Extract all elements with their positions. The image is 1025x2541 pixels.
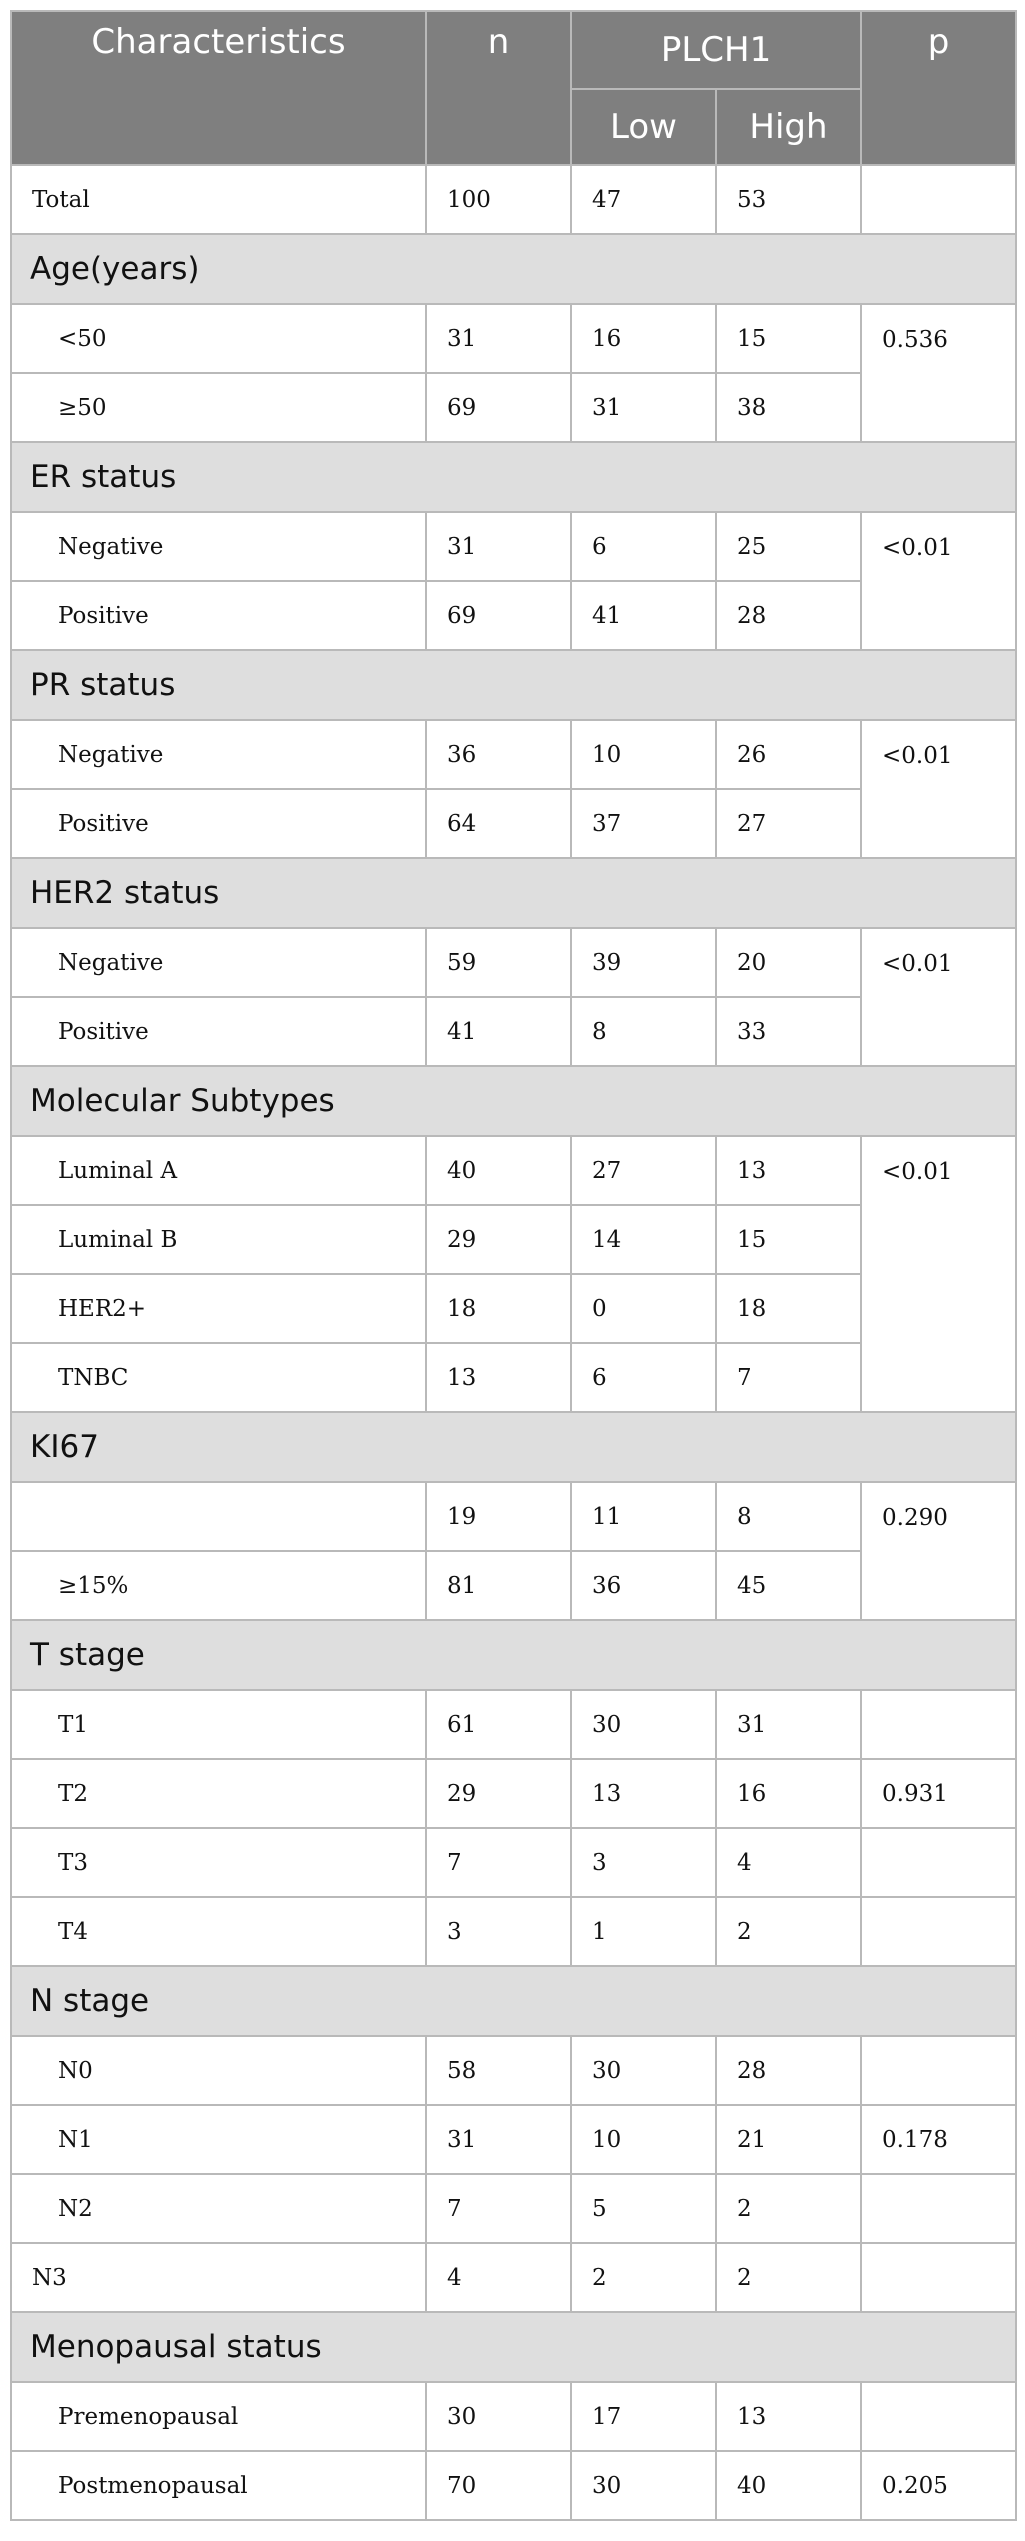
cell-n: 69 — [426, 581, 571, 650]
cell-low: 37 — [571, 789, 716, 858]
cell-p: <0.01 — [861, 720, 1016, 858]
cell-n: 59 — [426, 928, 571, 997]
cell-low: 31 — [571, 373, 716, 442]
row-label: N3 — [11, 2243, 426, 2312]
cell-low: 3 — [571, 1828, 716, 1897]
cell-high: 15 — [716, 304, 861, 373]
cell-high: 28 — [716, 2036, 861, 2105]
row-label: Luminal A — [11, 1136, 426, 1205]
cell-high: 4 — [716, 1828, 861, 1897]
section-title: Age(years) — [11, 234, 1016, 304]
cell-p — [861, 1828, 1016, 1897]
header-p: p — [861, 11, 1016, 165]
table-row — [11, 1136, 1016, 1205]
cell-low: 47 — [571, 165, 716, 234]
cell-low: 27 — [571, 1136, 716, 1205]
cell-p — [861, 2243, 1016, 2312]
table-row-total — [11, 165, 1016, 234]
cell-high: 13 — [716, 2382, 861, 2451]
section-title: HER2 status — [11, 858, 1016, 928]
cell-p — [861, 2382, 1016, 2451]
cell-high: 18 — [716, 1274, 861, 1343]
table-row — [11, 1897, 1016, 1966]
cell-high: 33 — [716, 997, 861, 1066]
section-header-t-stage — [11, 1620, 1016, 1690]
cell-n: 61 — [426, 1690, 571, 1759]
cell-low: 30 — [571, 1690, 716, 1759]
cell-n: 70 — [426, 2451, 571, 2520]
cell-low: 11 — [571, 1482, 716, 1551]
cell-p: 0.536 — [861, 304, 1016, 442]
cell-low: 36 — [571, 1551, 716, 1620]
cell-low: 13 — [571, 1759, 716, 1828]
table-row — [11, 512, 1016, 581]
cell-high: 53 — [716, 165, 861, 234]
section-title: PR status — [11, 650, 1016, 720]
table-row — [11, 2243, 1016, 2312]
table-row — [11, 1690, 1016, 1759]
table-row — [11, 2382, 1016, 2451]
cell-n: 31 — [426, 512, 571, 581]
cell-p — [861, 1897, 1016, 1966]
table-row — [11, 1482, 1016, 1551]
header-gene: PLCH1 — [571, 11, 861, 89]
header-characteristics: Characteristics — [11, 11, 426, 165]
cell-low: 10 — [571, 2105, 716, 2174]
cell-n: 18 — [426, 1274, 571, 1343]
row-label: N1 — [11, 2105, 426, 2174]
cell-n: 13 — [426, 1343, 571, 1412]
cell-low: 14 — [571, 1205, 716, 1274]
cell-high: 31 — [716, 1690, 861, 1759]
cell-n: 7 — [426, 1828, 571, 1897]
row-label: T2 — [11, 1759, 426, 1828]
cell-n: 36 — [426, 720, 571, 789]
cell-high: 38 — [716, 373, 861, 442]
cell-high: 7 — [716, 1343, 861, 1412]
section-header-her2 — [11, 858, 1016, 928]
table-row — [11, 1828, 1016, 1897]
cell-p — [861, 1690, 1016, 1759]
cell-n: 29 — [426, 1205, 571, 1274]
cell-n: 40 — [426, 1136, 571, 1205]
cell-n: 41 — [426, 997, 571, 1066]
header-n: n — [426, 11, 571, 165]
characteristics-table — [10, 10, 1017, 2521]
section-header-n-stage — [11, 1966, 1016, 2036]
cell-n: 4 — [426, 2243, 571, 2312]
cell-n: 81 — [426, 1551, 571, 1620]
cell-p: 0.290 — [861, 1482, 1016, 1620]
table-row — [11, 304, 1016, 373]
cell-high: 15 — [716, 1205, 861, 1274]
cell-low: 41 — [571, 581, 716, 650]
cell-p: 0.178 — [861, 2105, 1016, 2174]
cell-p: 0.931 — [861, 1759, 1016, 1828]
cell-low: 6 — [571, 512, 716, 581]
table-row — [11, 2174, 1016, 2243]
table-row — [11, 928, 1016, 997]
row-label: <50 — [11, 304, 426, 373]
cell-high: 20 — [716, 928, 861, 997]
table-container — [10, 10, 1015, 2521]
cell-low: 2 — [571, 2243, 716, 2312]
row-label — [11, 1482, 426, 1551]
section-header-molecular — [11, 1066, 1016, 1136]
row-label: T3 — [11, 1828, 426, 1897]
row-label: N2 — [11, 2174, 426, 2243]
table-row — [11, 2105, 1016, 2174]
section-title: ER status — [11, 442, 1016, 512]
cell-high: 26 — [716, 720, 861, 789]
row-label: Postmenopausal — [11, 2451, 426, 2520]
cell-high: 2 — [716, 2174, 861, 2243]
table-row — [11, 2036, 1016, 2105]
cell-high: 28 — [716, 581, 861, 650]
row-label: Positive — [11, 789, 426, 858]
cell-p: <0.01 — [861, 928, 1016, 1066]
row-label: Negative — [11, 720, 426, 789]
section-header-age — [11, 234, 1016, 304]
row-label: TNBC — [11, 1343, 426, 1412]
row-label: ≥15% — [11, 1551, 426, 1620]
cell-low: 6 — [571, 1343, 716, 1412]
table-row — [11, 2451, 1016, 2520]
row-label: Positive — [11, 997, 426, 1066]
header-low: Low — [571, 89, 716, 165]
row-label: T1 — [11, 1690, 426, 1759]
cell-n: 58 — [426, 2036, 571, 2105]
section-title: Menopausal status — [11, 2312, 1016, 2382]
cell-low: 5 — [571, 2174, 716, 2243]
row-label: HER2+ — [11, 1274, 426, 1343]
header-row — [11, 11, 1016, 89]
table-row — [11, 720, 1016, 789]
row-label: Negative — [11, 928, 426, 997]
cell-high: 25 — [716, 512, 861, 581]
cell-high: 2 — [716, 1897, 861, 1966]
cell-n: 64 — [426, 789, 571, 858]
table-row — [11, 1759, 1016, 1828]
cell-p — [861, 2174, 1016, 2243]
cell-n: 3 — [426, 1897, 571, 1966]
row-label: N0 — [11, 2036, 426, 2105]
cell-low: 8 — [571, 997, 716, 1066]
cell-high: 45 — [716, 1551, 861, 1620]
cell-high: 27 — [716, 789, 861, 858]
cell-n: 31 — [426, 304, 571, 373]
row-label: ≥50 — [11, 373, 426, 442]
cell-p: 0.205 — [861, 2451, 1016, 2520]
row-label: Total — [11, 165, 426, 234]
cell-low: 39 — [571, 928, 716, 997]
header-high: High — [716, 89, 861, 165]
cell-low: 30 — [571, 2036, 716, 2105]
section-header-er — [11, 442, 1016, 512]
cell-low: 17 — [571, 2382, 716, 2451]
section-title: N stage — [11, 1966, 1016, 2036]
cell-high: 16 — [716, 1759, 861, 1828]
row-label: T4 — [11, 1897, 426, 1966]
row-label: Luminal B — [11, 1205, 426, 1274]
cell-p: <0.01 — [861, 512, 1016, 650]
cell-high: 40 — [716, 2451, 861, 2520]
cell-low: 10 — [571, 720, 716, 789]
row-label: Positive — [11, 581, 426, 650]
cell-n: 69 — [426, 373, 571, 442]
cell-n: 7 — [426, 2174, 571, 2243]
cell-n: 31 — [426, 2105, 571, 2174]
cell-n: 29 — [426, 1759, 571, 1828]
cell-p — [861, 2036, 1016, 2105]
section-title: Molecular Subtypes — [11, 1066, 1016, 1136]
cell-high: 21 — [716, 2105, 861, 2174]
cell-high: 13 — [716, 1136, 861, 1205]
cell-high: 2 — [716, 2243, 861, 2312]
cell-low: 0 — [571, 1274, 716, 1343]
section-title: T stage — [11, 1620, 1016, 1690]
section-header-ki67 — [11, 1412, 1016, 1482]
section-header-pr — [11, 650, 1016, 720]
cell-high: 8 — [716, 1482, 861, 1551]
cell-n: 100 — [426, 165, 571, 234]
section-title: KI67 — [11, 1412, 1016, 1482]
cell-p: <0.01 — [861, 1136, 1016, 1412]
cell-low: 16 — [571, 304, 716, 373]
cell-low: 1 — [571, 1897, 716, 1966]
row-label: Premenopausal — [11, 2382, 426, 2451]
cell-p — [861, 165, 1016, 234]
cell-low: 30 — [571, 2451, 716, 2520]
cell-n: 30 — [426, 2382, 571, 2451]
cell-n: 19 — [426, 1482, 571, 1551]
row-label: Negative — [11, 512, 426, 581]
section-header-menopausal — [11, 2312, 1016, 2382]
